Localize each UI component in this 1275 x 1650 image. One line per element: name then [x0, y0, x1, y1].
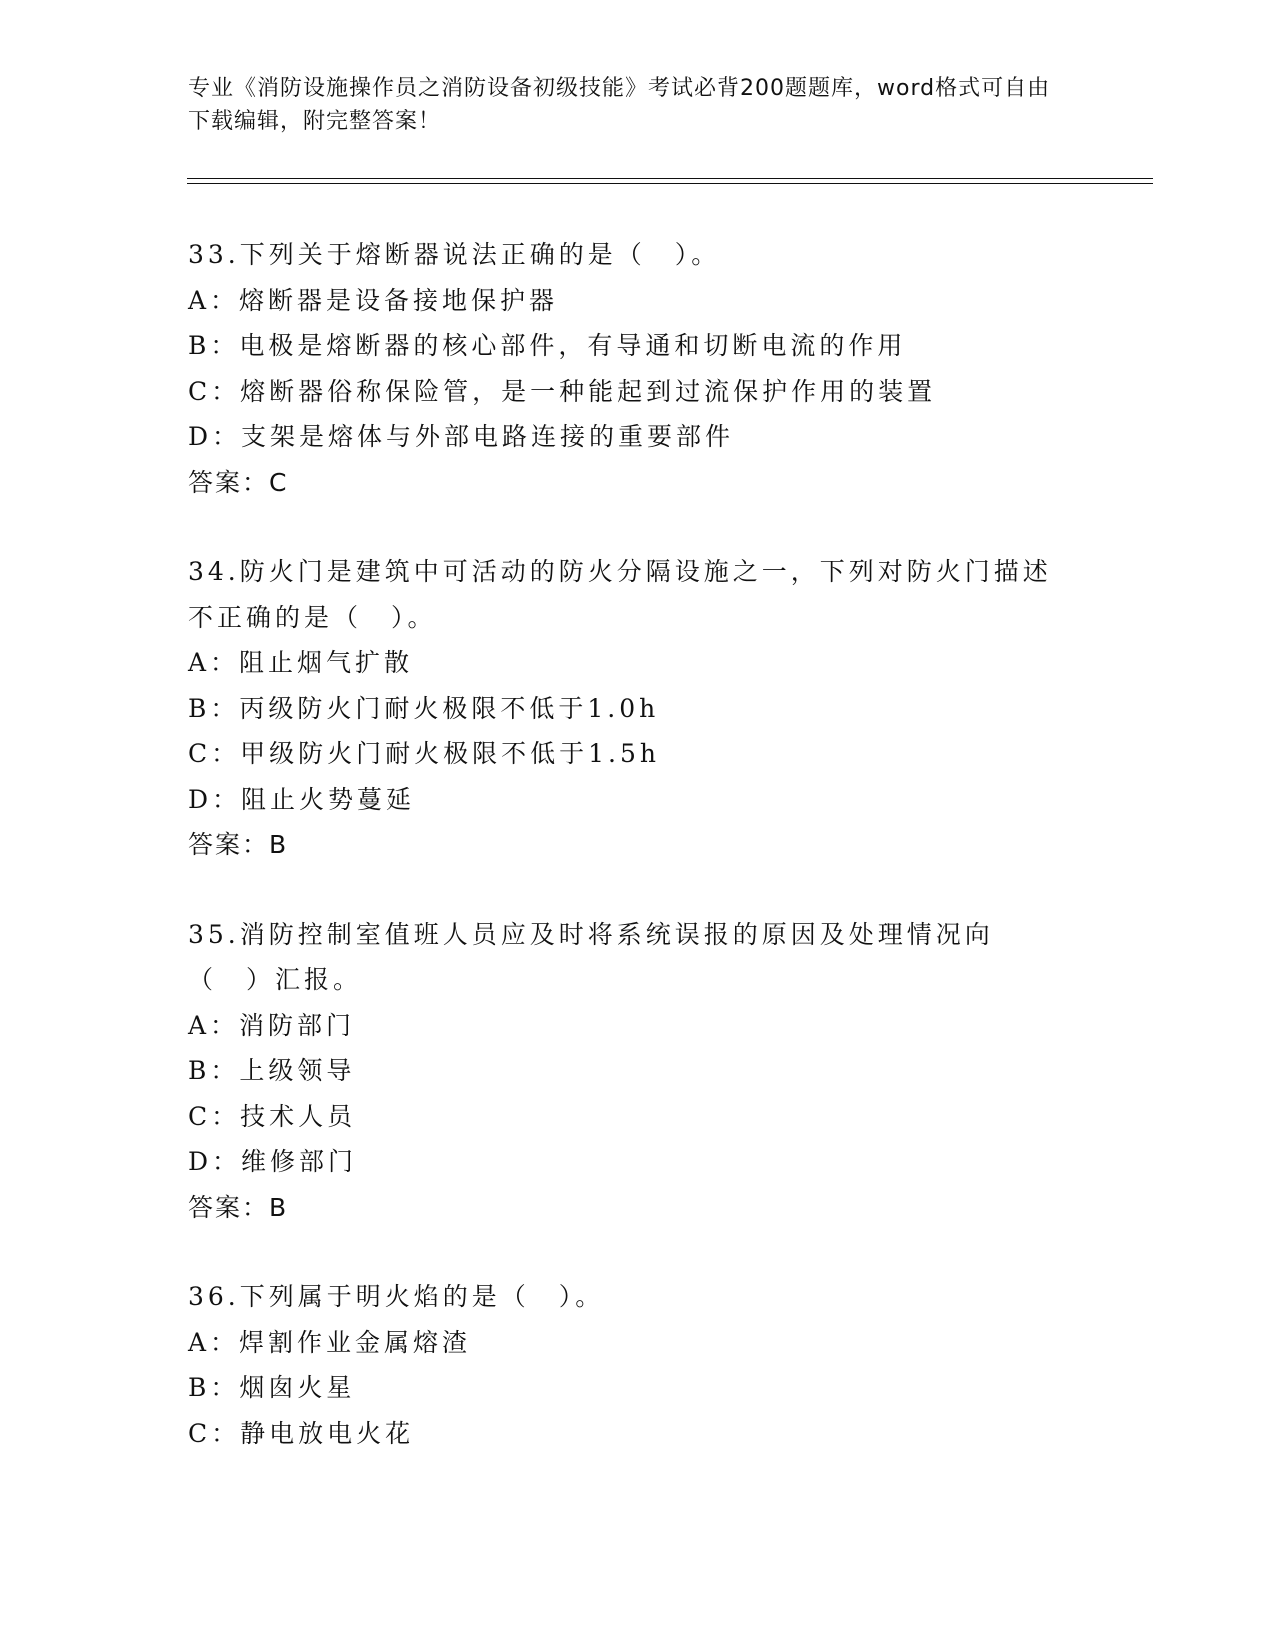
option-d: D：维修部门 [188, 1147, 358, 1176]
question-stem: 36.下列属于明火焰的是（ ）。 [188, 1282, 605, 1311]
option-c: C：甲级防火门耐火极限不低于1.5h [188, 739, 660, 768]
option-d: D：支架是熔体与外部电路连接的重要部件 [188, 422, 735, 451]
question-stem: 33.下列关于熔断器说法正确的是（ ）。 [188, 240, 721, 269]
option-c: C：静电放电火花 [188, 1418, 415, 1448]
answer: 答案：C [188, 467, 289, 497]
option-b: B：烟囱火星 [188, 1373, 356, 1402]
option-b: B：上级领导 [188, 1056, 356, 1085]
option-a: A：阻止烟气扩散 [188, 648, 414, 677]
option-a: A：焊割作业金属熔渣 [188, 1327, 472, 1357]
header-divider-bottom [187, 183, 1153, 184]
answer: 答案：B [188, 830, 289, 859]
option-b: B：电极是熔断器的核心部件，有导通和切断电流的作用 [188, 331, 907, 360]
header-text: 专业《消防设施操作员之消防设备初级技能》考试必背200题题库，word格式可自由下载编辑，附完整答案！ [188, 76, 1051, 134]
question-list [188, 232, 1068, 1500]
document-header [188, 72, 1058, 138]
option-b: B：丙级防火门耐火极限不低于1.0h [188, 693, 660, 723]
option-d: D：阻止火势蔓延 [188, 784, 416, 814]
answer: 答案：B [188, 1192, 289, 1222]
option-a: A：消防部门 [188, 1010, 356, 1040]
option-c: C：技术人员 [188, 1101, 357, 1131]
header-divider-top [187, 178, 1153, 179]
question-stem: 35.消防控制室值班人员应及时将系统误报的原因及处理情况向（ ）汇报。 [188, 919, 994, 994]
question-34 [188, 549, 1068, 868]
option-c: C：熔断器俗称保险管，是一种能起到过流保护作用的装置 [188, 376, 937, 406]
question-36 [188, 1274, 1068, 1456]
question-stem: 34.防火门是建筑中可活动的防火分隔设施之一，下列对防火门描述不正确的是（ ）。 [188, 557, 1052, 632]
question-33 [188, 232, 1068, 505]
question-35 [188, 912, 1068, 1231]
option-a: A：熔断器是设备接地保护器 [188, 285, 559, 315]
